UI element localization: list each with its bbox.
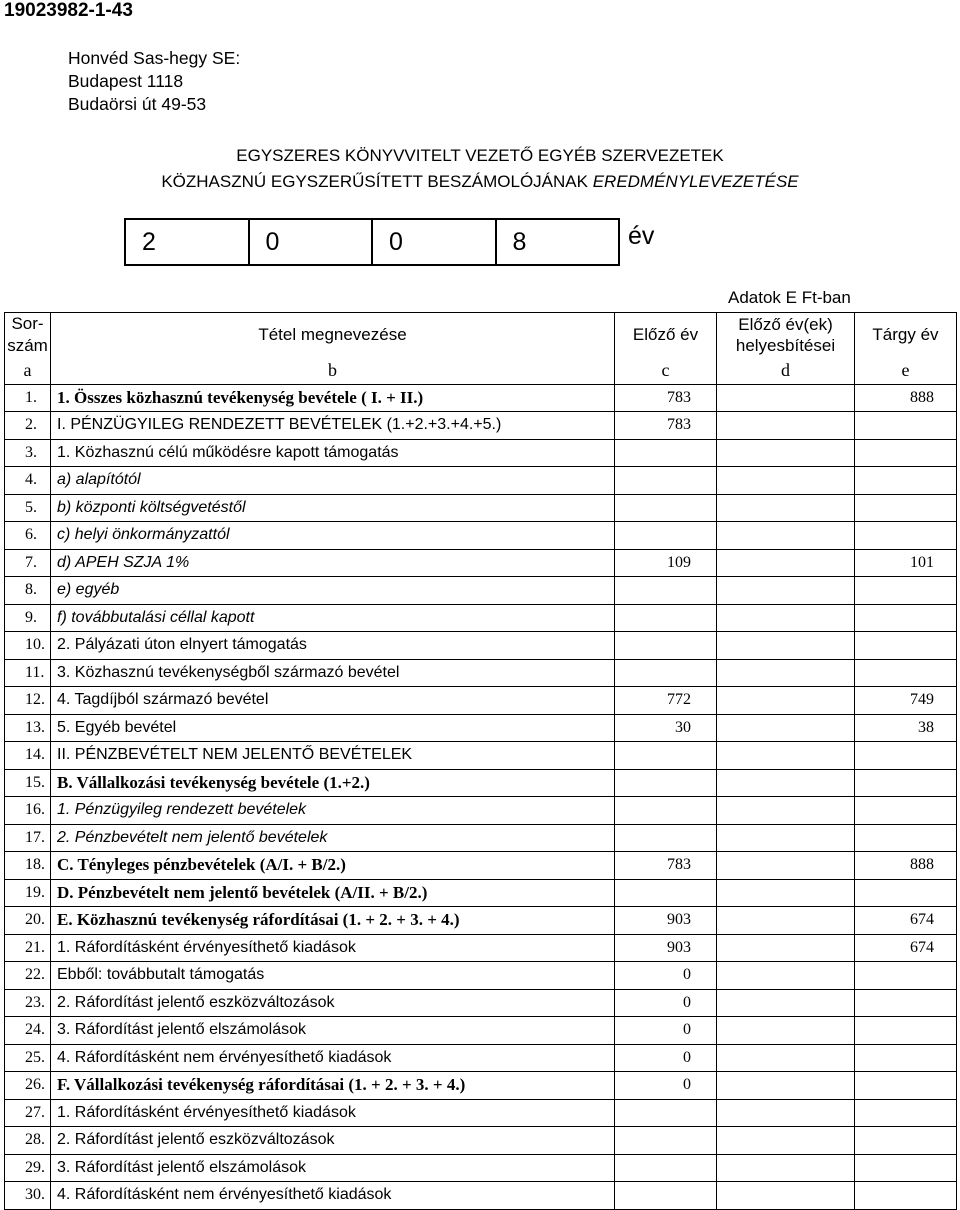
value-correction <box>717 412 855 440</box>
value-correction <box>717 962 855 990</box>
table-row <box>5 769 957 797</box>
value-previous-year <box>615 1154 717 1182</box>
row-number: 17. <box>5 824 51 852</box>
value-correction <box>717 879 855 907</box>
report-title-line-2-normal: KÖZHASZNÚ EGYSZERŰSÍTETT BESZÁMOLÓJÁNAK <box>161 172 593 191</box>
row-label: 4. Tagdíjból származó bevétel <box>51 687 615 715</box>
row-label: 2. Pénzbevételt nem jelentő bevételek <box>51 824 615 852</box>
row-label: E. Közhasznú tevékenység ráfordításai (1. + 2. + 3. + 4.) <box>51 907 615 935</box>
value-previous-year <box>615 467 717 495</box>
table-row <box>5 934 957 962</box>
row-number: 12. <box>5 687 51 715</box>
value-current-year <box>855 1099 957 1127</box>
value-current-year <box>855 1127 957 1155</box>
row-number: 28. <box>5 1127 51 1155</box>
value-previous-year <box>615 797 717 825</box>
value-previous-year: 0 <box>615 1044 717 1072</box>
org-street: Budaörsi út 49-53 <box>68 94 207 114</box>
row-number: 21. <box>5 934 51 962</box>
table-row <box>5 384 957 412</box>
row-label: B. Vállalkozási tevékenység bevétele (1.+2.) <box>51 769 615 797</box>
value-correction <box>717 439 855 467</box>
value-current-year <box>855 1072 957 1100</box>
table-row <box>5 989 957 1017</box>
value-previous-year: 772 <box>615 687 717 715</box>
row-number: 9. <box>5 604 51 632</box>
value-previous-year: 0 <box>615 1017 717 1045</box>
table-row <box>5 494 957 522</box>
table-row <box>5 879 957 907</box>
value-current-year <box>855 879 957 907</box>
value-previous-year: 783 <box>615 412 717 440</box>
value-correction <box>717 1072 855 1100</box>
row-label: f) továbbutalási céllal kapott <box>51 604 615 632</box>
table-row <box>5 522 957 550</box>
value-current-year <box>855 1182 957 1210</box>
value-correction <box>717 1099 855 1127</box>
value-current-year <box>855 1044 957 1072</box>
column-letter: c <box>615 357 717 384</box>
table-row <box>5 1044 957 1072</box>
row-label: 1. Ráfordításként érvényesíthető kiadások <box>51 934 615 962</box>
row-number: 30. <box>5 1182 51 1210</box>
value-correction <box>717 549 855 577</box>
value-current-year: 674 <box>855 934 957 962</box>
table-row <box>5 577 957 605</box>
value-current-year: 674 <box>855 907 957 935</box>
year-label: év <box>628 222 655 250</box>
table-row <box>5 659 957 687</box>
header-targy-ev: Tárgy év <box>855 313 957 358</box>
table-row <box>5 742 957 770</box>
row-label: 1. Összes közhasznú tevékenység bevétele ( I. + II.) <box>51 384 615 412</box>
row-label: 4. Ráfordításként nem érvényesíthető kiadások <box>51 1182 615 1210</box>
row-label: 3. Ráfordítást jelentő elszámolások <box>51 1154 615 1182</box>
row-number: 3. <box>5 439 51 467</box>
row-label: I. PÉNZÜGYILEG RENDEZETT BEVÉTELEK (1.+2.+3.+4.+5.) <box>51 412 615 440</box>
value-current-year: 888 <box>855 852 957 880</box>
value-correction <box>717 714 855 742</box>
header-sorszam: Sor- szám <box>5 313 51 358</box>
value-current-year <box>855 1017 957 1045</box>
units-note: Adatok E Ft-ban <box>728 288 851 307</box>
value-current-year <box>855 797 957 825</box>
column-letter: b <box>51 357 615 384</box>
row-number: 8. <box>5 577 51 605</box>
year-digit: 0 <box>250 220 374 264</box>
value-correction <box>717 467 855 495</box>
value-current-year <box>855 769 957 797</box>
value-previous-year: 109 <box>615 549 717 577</box>
column-letter: a <box>5 357 51 384</box>
row-label: 2. Pályázati úton elnyert támogatás <box>51 632 615 660</box>
row-label: a) alapítótól <box>51 467 615 495</box>
row-number: 23. <box>5 989 51 1017</box>
row-number: 24. <box>5 1017 51 1045</box>
value-previous-year <box>615 659 717 687</box>
row-number: 1. <box>5 384 51 412</box>
row-number: 5. <box>5 494 51 522</box>
table-row <box>5 1182 957 1210</box>
table-row <box>5 797 957 825</box>
row-number: 7. <box>5 549 51 577</box>
row-label: 1. Közhasznú célú működésre kapott támogatás <box>51 439 615 467</box>
row-number: 4. <box>5 467 51 495</box>
value-previous-year <box>615 494 717 522</box>
report-title-line-2 <box>0 172 960 192</box>
value-correction <box>717 659 855 687</box>
row-number: 10. <box>5 632 51 660</box>
table-row <box>5 1072 957 1100</box>
value-correction <box>717 797 855 825</box>
value-correction <box>717 632 855 660</box>
row-label: 1. Ráfordításként érvényesíthető kiadások <box>51 1099 615 1127</box>
header-tetel: Tétel megnevezése <box>51 313 615 358</box>
value-previous-year <box>615 769 717 797</box>
value-correction <box>717 1044 855 1072</box>
row-number: 19. <box>5 879 51 907</box>
value-previous-year <box>615 632 717 660</box>
value-current-year <box>855 659 957 687</box>
value-correction <box>717 934 855 962</box>
value-current-year: 38 <box>855 714 957 742</box>
value-current-year <box>855 824 957 852</box>
table-row <box>5 1099 957 1127</box>
table-row <box>5 467 957 495</box>
year-digit: 8 <box>512 228 527 256</box>
row-label: D. Pénzbevételt nem jelentő bevételek (A/II. + B/2.) <box>51 879 615 907</box>
value-correction <box>717 687 855 715</box>
row-number: 13. <box>5 714 51 742</box>
row-label: C. Tényleges pénzbevételek (A/I. + B/2.) <box>51 852 615 880</box>
value-previous-year <box>615 577 717 605</box>
value-correction <box>717 769 855 797</box>
table-row <box>5 1154 957 1182</box>
value-current-year <box>855 962 957 990</box>
value-current-year <box>855 467 957 495</box>
value-previous-year: 30 <box>615 714 717 742</box>
value-previous-year <box>615 1099 717 1127</box>
value-previous-year <box>615 1182 717 1210</box>
value-previous-year: 783 <box>615 852 717 880</box>
value-current-year <box>855 494 957 522</box>
value-current-year <box>855 742 957 770</box>
row-number: 22. <box>5 962 51 990</box>
value-previous-year <box>615 522 717 550</box>
value-current-year <box>855 577 957 605</box>
row-label: 3. Közhasznú tevékenységből származó bevétel <box>51 659 615 687</box>
value-correction <box>717 1154 855 1182</box>
table-row <box>5 604 957 632</box>
value-correction <box>717 907 855 935</box>
value-current-year <box>855 439 957 467</box>
value-previous-year <box>615 742 717 770</box>
row-number: 27. <box>5 1099 51 1127</box>
value-previous-year: 903 <box>615 934 717 962</box>
table-row <box>5 907 957 935</box>
value-correction <box>717 824 855 852</box>
value-current-year <box>855 604 957 632</box>
row-number: 16. <box>5 797 51 825</box>
value-correction <box>717 1127 855 1155</box>
header-helyesbitesek: Előző év(ek) helyesbítései <box>717 313 855 358</box>
income-statement-table <box>4 312 957 1210</box>
year-digit: 0 <box>373 220 497 264</box>
value-correction <box>717 989 855 1017</box>
value-correction <box>717 1017 855 1045</box>
row-label: 2. Ráfordítást jelentő eszközváltozások <box>51 1127 615 1155</box>
row-label: II. PÉNZBEVÉTELT NEM JELENTŐ BEVÉTELEK <box>51 742 615 770</box>
table-row <box>5 687 957 715</box>
row-label: c) helyi önkormányzattól <box>51 522 615 550</box>
value-correction <box>717 604 855 632</box>
row-number: 25. <box>5 1044 51 1072</box>
table-row <box>5 962 957 990</box>
table-row <box>5 1017 957 1045</box>
row-number: 14. <box>5 742 51 770</box>
table-row <box>5 632 957 660</box>
year-digit: 2 <box>126 220 250 264</box>
column-letter: d <box>717 357 855 384</box>
value-current-year <box>855 989 957 1017</box>
table-row <box>5 824 957 852</box>
value-correction <box>717 742 855 770</box>
table-letter-row <box>5 357 957 384</box>
value-previous-year: 0 <box>615 1072 717 1100</box>
value-correction <box>717 384 855 412</box>
year-box <box>124 218 620 266</box>
value-correction <box>717 522 855 550</box>
value-current-year: 749 <box>855 687 957 715</box>
value-previous-year <box>615 879 717 907</box>
value-current-year <box>855 522 957 550</box>
row-label: b) központi költségvetéstől <box>51 494 615 522</box>
table-row <box>5 412 957 440</box>
value-previous-year: 903 <box>615 907 717 935</box>
row-label: 4. Ráfordításként nem érvényesíthető kiadások <box>51 1044 615 1072</box>
table-header-row <box>5 313 957 358</box>
row-number: 26. <box>5 1072 51 1100</box>
value-previous-year <box>615 1127 717 1155</box>
table-row <box>5 714 957 742</box>
org-city: Budapest 1118 <box>68 71 184 91</box>
row-number: 15. <box>5 769 51 797</box>
value-current-year <box>855 1154 957 1182</box>
row-number: 29. <box>5 1154 51 1182</box>
value-previous-year <box>615 824 717 852</box>
org-name: Honvéd Sas-hegy SE: <box>68 48 241 68</box>
row-number: 20. <box>5 907 51 935</box>
value-current-year: 888 <box>855 384 957 412</box>
row-label: 3. Ráfordítást jelentő elszámolások <box>51 1017 615 1045</box>
value-correction <box>717 494 855 522</box>
table-row <box>5 439 957 467</box>
row-label: d) APEH SZJA 1% <box>51 549 615 577</box>
value-correction <box>717 852 855 880</box>
table-row <box>5 1127 957 1155</box>
row-number: 11. <box>5 659 51 687</box>
row-label: F. Vállalkozási tevékenység ráfordításai (1. + 2. + 3. + 4.) <box>51 1072 615 1100</box>
row-label: 1. Pénzügyileg rendezett bevételek <box>51 797 615 825</box>
row-number: 2. <box>5 412 51 440</box>
table-row <box>5 852 957 880</box>
row-label: e) egyéb <box>51 577 615 605</box>
table-row <box>5 549 957 577</box>
row-label: 5. Egyéb bevétel <box>51 714 615 742</box>
value-correction <box>717 1182 855 1210</box>
value-previous-year <box>615 439 717 467</box>
value-previous-year: 783 <box>615 384 717 412</box>
row-label: Ebből: továbbutalt támogatás <box>51 962 615 990</box>
value-current-year: 101 <box>855 549 957 577</box>
value-previous-year: 0 <box>615 989 717 1017</box>
value-current-year <box>855 412 957 440</box>
report-title-line-1: EGYSZERES KÖNYVVITELT VEZETŐ EGYÉB SZERVEZETEK <box>236 146 724 165</box>
report-title-line-2-italic: EREDMÉNYLEVEZETÉSE <box>592 172 799 191</box>
row-number: 6. <box>5 522 51 550</box>
value-previous-year: 0 <box>615 962 717 990</box>
row-label: 2. Ráfordítást jelentő eszközváltozások <box>51 989 615 1017</box>
value-correction <box>717 577 855 605</box>
value-previous-year <box>615 604 717 632</box>
header-elozo-ev: Előző év <box>615 313 717 358</box>
value-current-year <box>855 632 957 660</box>
column-letter: e <box>855 357 957 384</box>
organization-block <box>68 47 240 116</box>
document-id: 19023982-1-43 <box>4 0 133 21</box>
row-number: 18. <box>5 852 51 880</box>
